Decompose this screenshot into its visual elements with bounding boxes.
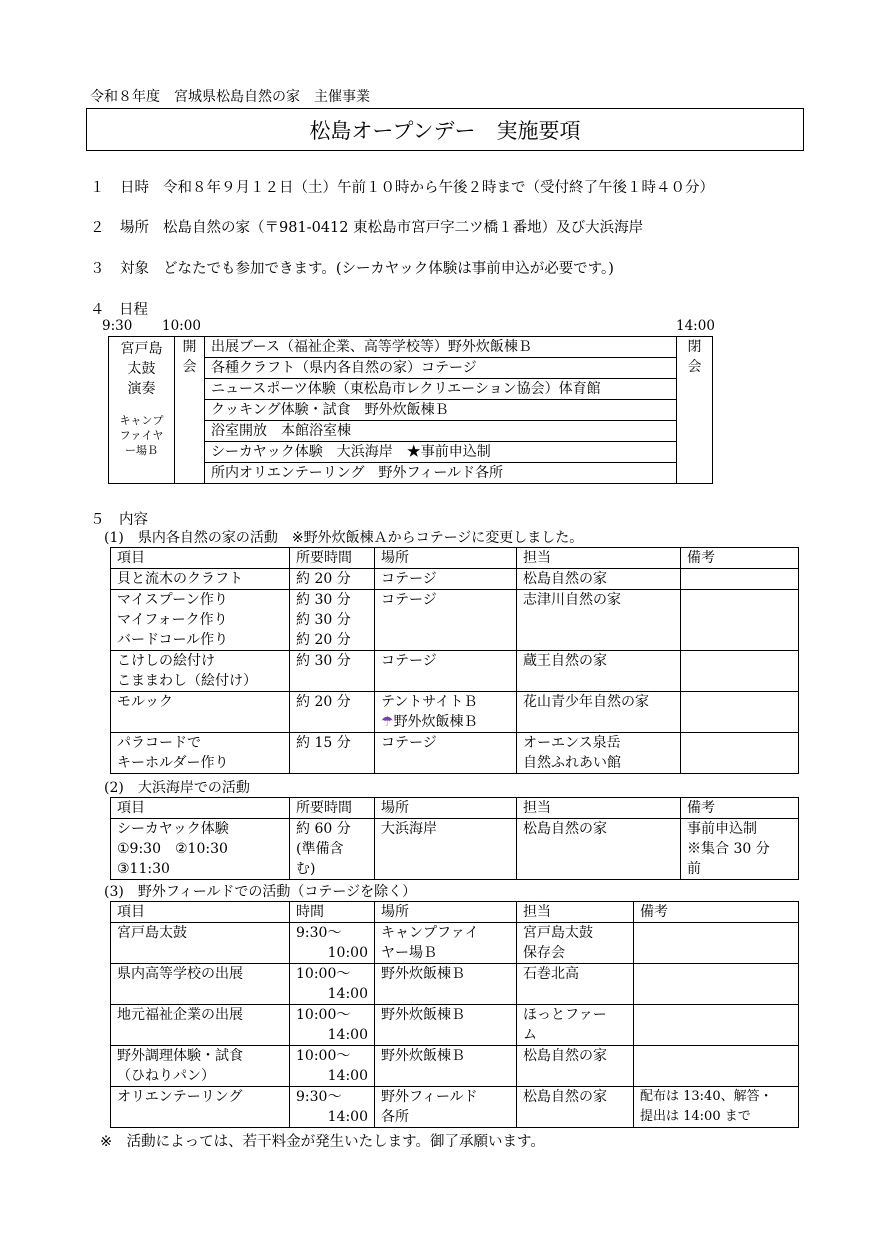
cell-text: 9:30～ bbox=[296, 925, 342, 941]
cell-text: パラコードで bbox=[117, 735, 201, 751]
close-text: 会 bbox=[687, 359, 702, 375]
close-text: 閉 bbox=[687, 339, 702, 355]
sec1-title: (1) 県内各自然の家の活動 bbox=[104, 530, 278, 546]
cell-text: キャンプファイ bbox=[381, 925, 479, 941]
cell-text: 志津川自然の家 bbox=[523, 592, 621, 608]
cell-text: ほっとファー bbox=[523, 1007, 607, 1023]
sec1-table bbox=[110, 547, 799, 774]
table-row bbox=[111, 1087, 799, 1128]
header-cell: 所要時間 bbox=[290, 548, 375, 569]
item-text: どなたでも参加できます。(シーカヤック体験は事前申込が必要です。) bbox=[163, 261, 614, 277]
schedule-row: シーカヤック体験 大浜海岸 ★事前申込制 bbox=[205, 442, 677, 463]
schedule-table bbox=[108, 336, 713, 484]
cell-text: オリエンテーリング bbox=[117, 1089, 243, 1105]
cell-text: 大浜海岸 bbox=[381, 821, 437, 837]
umbrella-icon: ☂ bbox=[381, 714, 394, 730]
cell-text: 提出は 14:00 まで bbox=[640, 1109, 751, 1124]
item-date bbox=[90, 176, 714, 197]
cell-text: 地元福祉企業の出展 bbox=[117, 1007, 243, 1023]
table-row bbox=[111, 651, 799, 692]
cell-text: 野外フィールド bbox=[381, 1089, 478, 1105]
cell-text: コテージ bbox=[381, 592, 437, 608]
footnote: ※ 活動によっては、若干料金が発生いたします。御了承願います。 bbox=[100, 1134, 545, 1150]
item-target bbox=[90, 257, 614, 278]
left-text: 宮戸島 bbox=[120, 341, 163, 357]
cell-text: こけしの絵付け bbox=[117, 653, 215, 669]
header-cell: 項目 bbox=[111, 902, 290, 923]
table-row bbox=[111, 692, 799, 733]
cell-text: 前 bbox=[687, 861, 701, 877]
sec1-heading bbox=[104, 527, 583, 547]
cell-text: 花山青少年自然の家 bbox=[523, 694, 649, 710]
cell-text: 自然ふれあい館 bbox=[523, 755, 621, 771]
cell-text: 約 20 分 bbox=[296, 694, 351, 710]
item-label: 場所 bbox=[120, 220, 149, 236]
cell-text: 約 20 分 bbox=[296, 632, 351, 648]
cell-text: ③11:30 bbox=[117, 861, 170, 877]
cell-text: コテージ bbox=[381, 735, 437, 751]
header-cell: 備考 bbox=[634, 902, 799, 923]
cell-text: 石巻北高 bbox=[523, 966, 579, 982]
cell-text: 9:30～ bbox=[296, 1089, 342, 1105]
title-text: 松島オープンデー 実施要項 bbox=[309, 118, 581, 143]
time-close: 14:00 bbox=[676, 318, 715, 334]
header-cell: 担当 bbox=[517, 902, 634, 923]
left-text: ー場Ｂ bbox=[125, 444, 158, 457]
header-cell: 場所 bbox=[375, 798, 517, 819]
cell-text: （ひねりパン） bbox=[117, 1068, 215, 1084]
header-cell: 時間 bbox=[290, 902, 375, 923]
table-row bbox=[111, 590, 799, 651]
header-cell: 場所 bbox=[375, 548, 517, 569]
cell-text: 約 60 分 bbox=[296, 821, 351, 837]
cell-text: 約 30 分 bbox=[296, 612, 351, 628]
cell-text: 10:00～ bbox=[296, 1048, 351, 1064]
cell-text: 14:00 bbox=[327, 1027, 368, 1043]
schedule-row: 各種クラフト（県内各自然の家）コテージ bbox=[205, 358, 677, 379]
cell-text: ヤー場Ｂ bbox=[381, 945, 437, 961]
schedule-row: クッキング体験・試食 野外炊飯棟Ｂ bbox=[205, 400, 677, 421]
cell-text: 野外調理体験・試食 bbox=[117, 1048, 243, 1064]
table-row bbox=[111, 733, 799, 774]
schedule-row: 浴室開放 本館浴室棟 bbox=[205, 421, 677, 442]
cell-text: 14:00 bbox=[327, 1109, 368, 1125]
time-open: 10:00 bbox=[162, 318, 201, 334]
cell-text: シーカヤック体験 bbox=[117, 821, 229, 837]
header-cell: 担当 bbox=[517, 798, 681, 819]
open-text: 開 bbox=[182, 339, 197, 355]
cell-text: 10:00～ bbox=[296, 966, 351, 982]
cell-text: 野外炊飯棟Ｂ bbox=[381, 1007, 465, 1023]
cell-text: 14:00 bbox=[327, 986, 368, 1002]
item-label: 日時 bbox=[120, 180, 149, 196]
sec2-table bbox=[110, 797, 799, 880]
document-title bbox=[86, 108, 804, 151]
content-heading: ５ 内容 bbox=[90, 512, 148, 528]
cell-text: 14:00 bbox=[327, 1068, 368, 1084]
cell-text: コテージ bbox=[381, 653, 437, 669]
cell-text: ム bbox=[523, 1027, 537, 1043]
cell-text: 松島自然の家 bbox=[523, 821, 607, 837]
table-row bbox=[111, 1005, 799, 1046]
cell-text: ①9:30 ②10:30 bbox=[117, 841, 228, 857]
left-text: 演奏 bbox=[127, 381, 156, 397]
header-cell: 場所 bbox=[375, 902, 517, 923]
table-row bbox=[111, 1046, 799, 1087]
cell-text: 保存会 bbox=[523, 945, 565, 961]
item-place bbox=[90, 216, 643, 237]
cell-text: 野外炊飯棟Ｂ bbox=[393, 714, 478, 730]
cell-text: 約 20 分 bbox=[296, 571, 351, 587]
schedule-left-cell bbox=[109, 337, 175, 484]
cell-text: 10:00～ bbox=[296, 1007, 351, 1023]
item-number: ２ bbox=[90, 220, 105, 236]
cell-text: キーホルダー作り bbox=[117, 755, 229, 771]
header-line: 令和８年度 宮城県松島自然の家 主催事業 bbox=[90, 89, 370, 105]
header-cell: 備考 bbox=[681, 798, 799, 819]
item-number: １ bbox=[90, 180, 105, 196]
open-text: 会 bbox=[182, 359, 197, 375]
item-number: ３ bbox=[90, 261, 105, 277]
sec1-notice: ※野外炊飯棟Ａからコテージに変更しました。 bbox=[291, 530, 584, 546]
cell-text: 宮戸島太鼓 bbox=[523, 925, 593, 941]
cell-text: 10:00 bbox=[327, 945, 368, 961]
close-cell bbox=[677, 337, 713, 484]
item-text: 令和８年９月１２日（土）午前１０時から午後２時まで（受付終了午後１時４０分） bbox=[163, 180, 714, 196]
cell-text: む) bbox=[296, 861, 316, 877]
table-row bbox=[111, 964, 799, 1005]
cell-text: 野外炊飯棟Ｂ bbox=[381, 1048, 465, 1064]
item-text: 松島自然の家（〒981-0412 東松島市宮戸字二ツ橋１番地）及び大浜海岸 bbox=[163, 220, 644, 236]
cell-text: 配布は 13:40、解答・ bbox=[640, 1089, 773, 1104]
open-cell bbox=[175, 337, 205, 484]
header-cell: 所要時間 bbox=[290, 798, 375, 819]
cell-text: 約 15 分 bbox=[296, 735, 351, 751]
cell-text: 松島自然の家 bbox=[523, 1089, 607, 1105]
cell-text: 約 30 分 bbox=[296, 592, 351, 608]
sec2-heading: (2) 大浜海岸での活動 bbox=[104, 780, 250, 796]
table-row bbox=[111, 569, 799, 590]
table-row bbox=[111, 819, 799, 880]
left-text: キャンプ bbox=[119, 414, 164, 427]
header-cell: 項目 bbox=[111, 798, 290, 819]
cell-text: 宮戸島太鼓 bbox=[117, 925, 187, 941]
cell-text: テントサイトＢ bbox=[381, 694, 478, 710]
cell-text: オーエンス泉岳 bbox=[523, 735, 621, 751]
cell-text: コテージ bbox=[381, 571, 437, 587]
header-cell: 担当 bbox=[517, 548, 681, 569]
cell-text: 約 30 分 bbox=[296, 653, 351, 669]
left-text: 太鼓 bbox=[127, 361, 156, 377]
schedule-row: 出展ブース（福祉企業、高等学校等）野外炊飯棟Ｂ bbox=[205, 337, 677, 358]
cell-text: 貝と流木のクラフト bbox=[117, 571, 243, 587]
cell-text: 県内高等学校の出展 bbox=[117, 966, 243, 982]
schedule-row: 所内オリエンテーリング 野外フィールド各所 bbox=[205, 463, 677, 484]
time-start: 9:30 bbox=[102, 318, 133, 334]
cell-text: マイスプーン作り bbox=[117, 592, 228, 608]
sec3-heading: (3) 野外フィールドでの活動（コテージを除く） bbox=[104, 884, 417, 900]
cell-text: マイフォーク作り bbox=[117, 612, 228, 628]
cell-text: こままわし（絵付け） bbox=[117, 673, 257, 689]
left-text: ファイヤ bbox=[119, 429, 164, 442]
cell-text: モルック bbox=[117, 694, 173, 710]
cell-text: 事前申込制 bbox=[687, 821, 757, 837]
cell-text: ※集合 30 分 bbox=[687, 841, 770, 857]
schedule-row: ニュースポーツ体験（東松島市レクリエーション協会）体育館 bbox=[205, 379, 677, 400]
schedule-heading: ４ 日程 bbox=[90, 302, 148, 318]
cell-text: (準備含 bbox=[296, 841, 344, 857]
header-cell: 項目 bbox=[111, 548, 290, 569]
table-row bbox=[111, 923, 799, 964]
cell-text: 各所 bbox=[381, 1109, 409, 1125]
cell-text: 蔵王自然の家 bbox=[523, 653, 607, 669]
cell-text: 松島自然の家 bbox=[523, 1048, 607, 1064]
sec3-table bbox=[110, 901, 799, 1128]
item-label: 対象 bbox=[120, 261, 149, 277]
header-cell: 備考 bbox=[681, 548, 799, 569]
cell-text: 松島自然の家 bbox=[523, 571, 607, 587]
cell-text: 野外炊飯棟Ｂ bbox=[381, 966, 465, 982]
cell-text: バードコール作り bbox=[117, 632, 229, 648]
